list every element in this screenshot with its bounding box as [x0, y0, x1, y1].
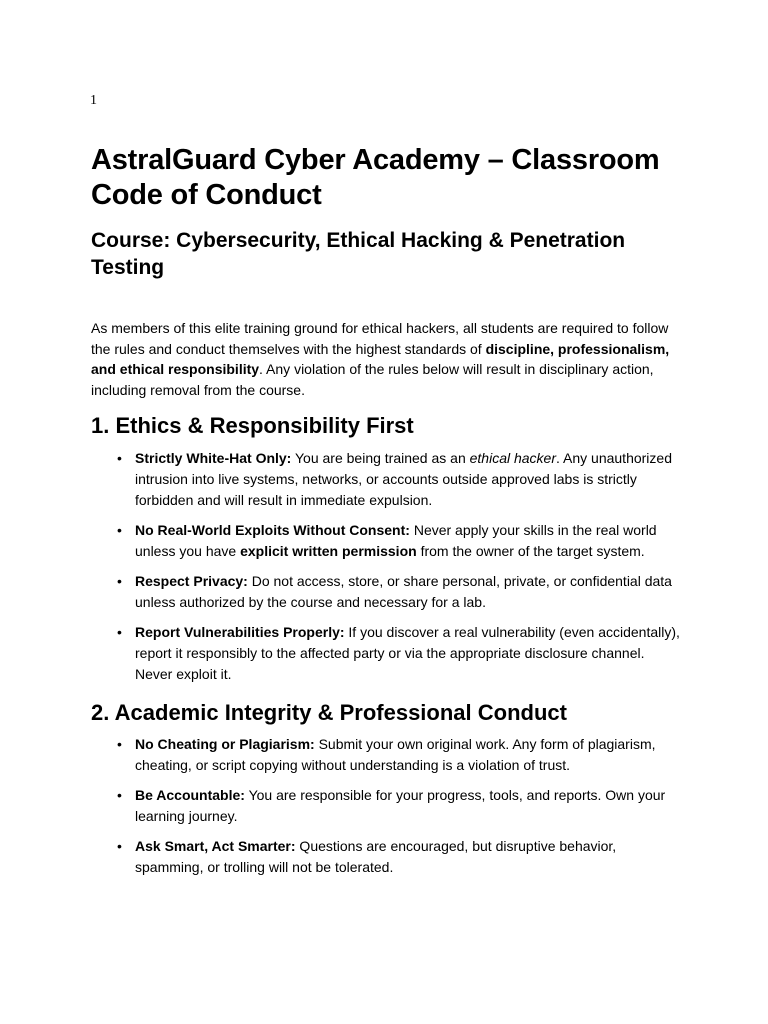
- bullet-icon: •: [117, 624, 122, 640]
- bullet-icon: •: [117, 787, 122, 803]
- rule-label: Strictly White-Hat Only:: [135, 450, 292, 466]
- section-heading-integrity: 2. Academic Integrity & Professional Conduct: [91, 700, 567, 725]
- rule-text: Do not access, store, or share personal, private, or confidential data unless authorized by the course and necessary for a lab.: [135, 573, 672, 610]
- bullet-icon: •: [117, 522, 122, 538]
- page-number: 1: [90, 93, 97, 108]
- rule-text: . Any unauthorized intrusion into live systems, networks, or accounts outside approved labs is strictly forbidden and will result in immediate expulsion.: [135, 450, 672, 508]
- rule-text: Questions are encouraged, but disruptive behavior, spamming, or trolling will not be tolerated.: [135, 838, 617, 875]
- section-heading-ethics: 1. Ethics & Responsibility First: [91, 413, 414, 438]
- bullet-icon: •: [117, 573, 122, 589]
- rule-text: from the owner of the target system.: [416, 543, 645, 559]
- list-item: [91, 734, 680, 776]
- section-list-ethics: [91, 448, 691, 685]
- section-list-integrity: [91, 734, 691, 878]
- rule-text: Submit your own original work. Any form of plagiarism, cheating, or script copying without understanding is a violation of trust.: [135, 736, 656, 773]
- intro-text-1: As members of this elite training ground for ethical hackers, all students are required to follow the rules and conduct themselves with the highest standards of: [91, 320, 669, 357]
- rule-label: No Real-World Exploits Without Consent:: [135, 522, 410, 538]
- bullet-icon: •: [117, 450, 122, 466]
- document-body: [91, 143, 691, 887]
- list-item: [91, 836, 680, 878]
- rule-label: Report Vulnerabilities Properly:: [135, 624, 345, 640]
- bullet-icon: •: [117, 838, 122, 854]
- list-item: [91, 622, 680, 685]
- list-item: [91, 785, 680, 827]
- rule-text: You are responsible for your progress, tools, and reports. Own your learning journey.: [135, 787, 666, 824]
- rule-emphasis: explicit written permission: [240, 543, 417, 559]
- bullet-icon: •: [117, 736, 122, 752]
- list-item: [91, 571, 680, 613]
- course-subtitle: Course: Cybersecurity, Ethical Hacking & Penetration Testing: [91, 229, 626, 279]
- document-title: AstralGuard Cyber Academy – Classroom Code of Conduct: [91, 144, 660, 211]
- rule-label: No Cheating or Plagiarism:: [135, 736, 315, 752]
- intro-emphasis: discipline, professionalism, and ethical responsibility: [91, 340, 670, 377]
- list-item: [91, 448, 680, 511]
- rule-text: Never apply your skills in the real world unless you have: [135, 522, 657, 559]
- rule-emphasis: ethical hacker: [469, 450, 557, 466]
- rule-label: Ask Smart, Act Smarter:: [135, 838, 296, 854]
- rule-text: You are being trained as an: [291, 450, 470, 466]
- intro-paragraph: [91, 318, 686, 400]
- list-item: [91, 520, 680, 562]
- rule-label: Be Accountable:: [135, 787, 245, 803]
- rule-text: If you discover a real vulnerability (even accidentally), report it responsibly to the affected party or via the appropriate disclosure channel. Never exploit it.: [135, 624, 680, 682]
- intro-text-2: . Any violation of the rules below will result in disciplinary action, including removal from the course.: [91, 361, 654, 398]
- rule-label: Respect Privacy:: [135, 573, 248, 589]
